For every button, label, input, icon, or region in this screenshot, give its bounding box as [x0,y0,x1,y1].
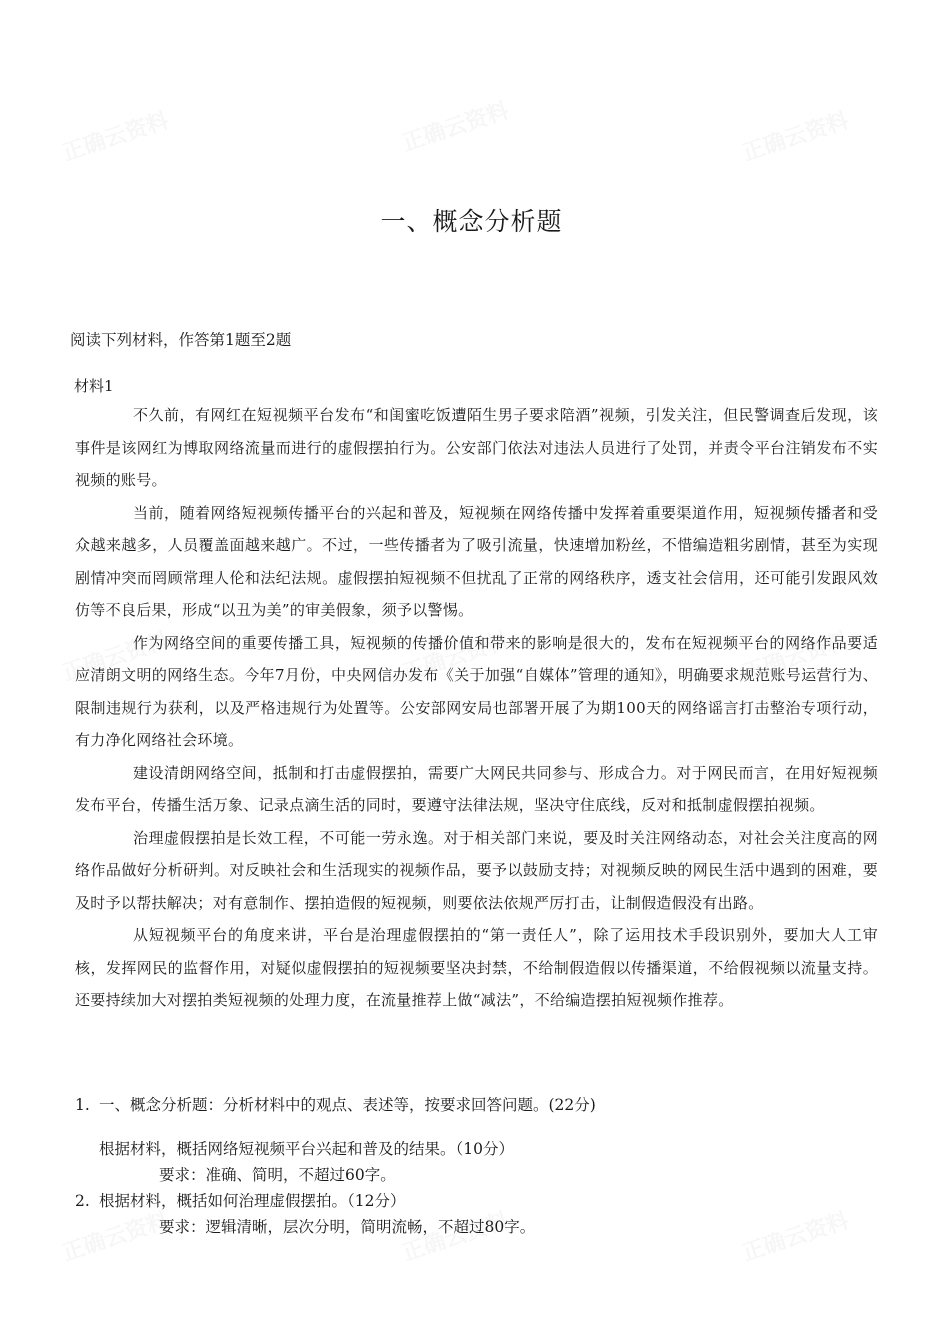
material-paragraph: 当前，随着网络短视频传播平台的兴起和普及，短视频在网络传播中发挥着重要渠道作用，短视频传播者和受众越来越多，人员覆盖面越来越广。不过，一些传播者为了吸引流量，快速增加粉丝，不惜编造粗劣剧情，甚至为实现剧情冲突而罔顾常理人伦和法纪法规。虚假摆拍短视频不但扰乱了正常的网络秩序，透支社会信用，还可能引发跟风效仿等不良后果，形成“以丑为美”的审美假象，须予以警惕。 [75,503,878,619]
material-paragraph: 作为网络空间的重要传播工具，短视频的传播价值和带来的影响是很大的，发布在短视频平台的网络作品要适应清朗文明的网络生态。今年7月份，中央网信办发布《关于加强“自媒体”管理的通知》，明确要求规范账号运营行为、限制违规行为获利，以及严格违规行为处置等。公安部网安局也部署开展了为期100天的网络谣言打击整治专项行动，有力净化网络社会环境。 [75,633,878,749]
material-paragraph: 治理虚假摆拍是长效工程，不可能一劳永逸。对于相关部门来说，要及时关注网络动态，对社会关注度高的网络作品做好分析研判。对反映社会和生活现实的视频作品，要予以鼓励支持；对视频反映的网民生活中遇到的困难，要及时予以帮扶解决；对有意制作、摆拍造假的短视频，则要依法依规严厉打击，让制假造假没有出路。 [75,828,878,912]
watermark [398,94,512,157]
questions-section [75,1092,895,1240]
watermark [738,104,852,167]
question-main [75,1092,895,1118]
question-number: 2. [75,1192,90,1210]
question-1-text: 根据材料，概括网络短视频平台兴起和普及的结果。（10分） [99,1140,514,1158]
question-1-requirement: 要求：准确、简明，不超过60字。 [159,1166,396,1184]
watermark [58,104,172,167]
question-text: 一、概念分析题：分析材料中的观点、表述等，按要求回答问题。(22分) [99,1096,596,1114]
material-body [75,399,878,1017]
question-2-text: 根据材料，概括如何治理虚假摆拍。（12分） [99,1192,406,1210]
material-label: 材料1 [74,377,114,395]
page-title: 一、概念分析题 [380,207,563,236]
material-paragraph: 不久前，有网红在短视频平台发布“和闺蜜吃饭遭陌生男子要求陪酒”视频，引发关注，但民警调查后发现，该事件是该网红为博取网络流量而进行的虚假摆拍行为。公安部门依法对违法人员进行了处罚，并责令平台注销发布不实视频的账号。 [75,406,878,489]
question-2-requirement: 要求：逻辑清晰，层次分明，简明流畅，不超过80字。 [159,1218,536,1236]
material-paragraph: 从短视频平台的角度来讲，平台是治理虚假摆拍的“第一责任人”，除了运用技术手段识别外，要加大人工审核，发挥网民的监督作用，对疑似虚假摆拍的短视频要坚决封禁，不给制假造假以传播渠道，不给假视频以流量支持。还要持续加大对摆拍类短视频的处理力度，在流量推荐上做“减法”，不给编造摆拍短视频作推荐。 [75,926,878,1009]
question-number: 1. [75,1096,90,1114]
material-paragraph: 建设清朗网络空间，抵制和打击虚假摆拍，需要广大网民共同参与、形成合力。对于网民而言，在用好短视频发布平台，传播生活万象、记录点滴生活的同时，要遵守法律法规，坚决守住底线，反对和抵制虚假摆拍视频。 [75,763,878,814]
instruction-text: 阅读下列材料，作答第1题至2题 [70,331,292,349]
question-2 [75,1188,895,1214]
